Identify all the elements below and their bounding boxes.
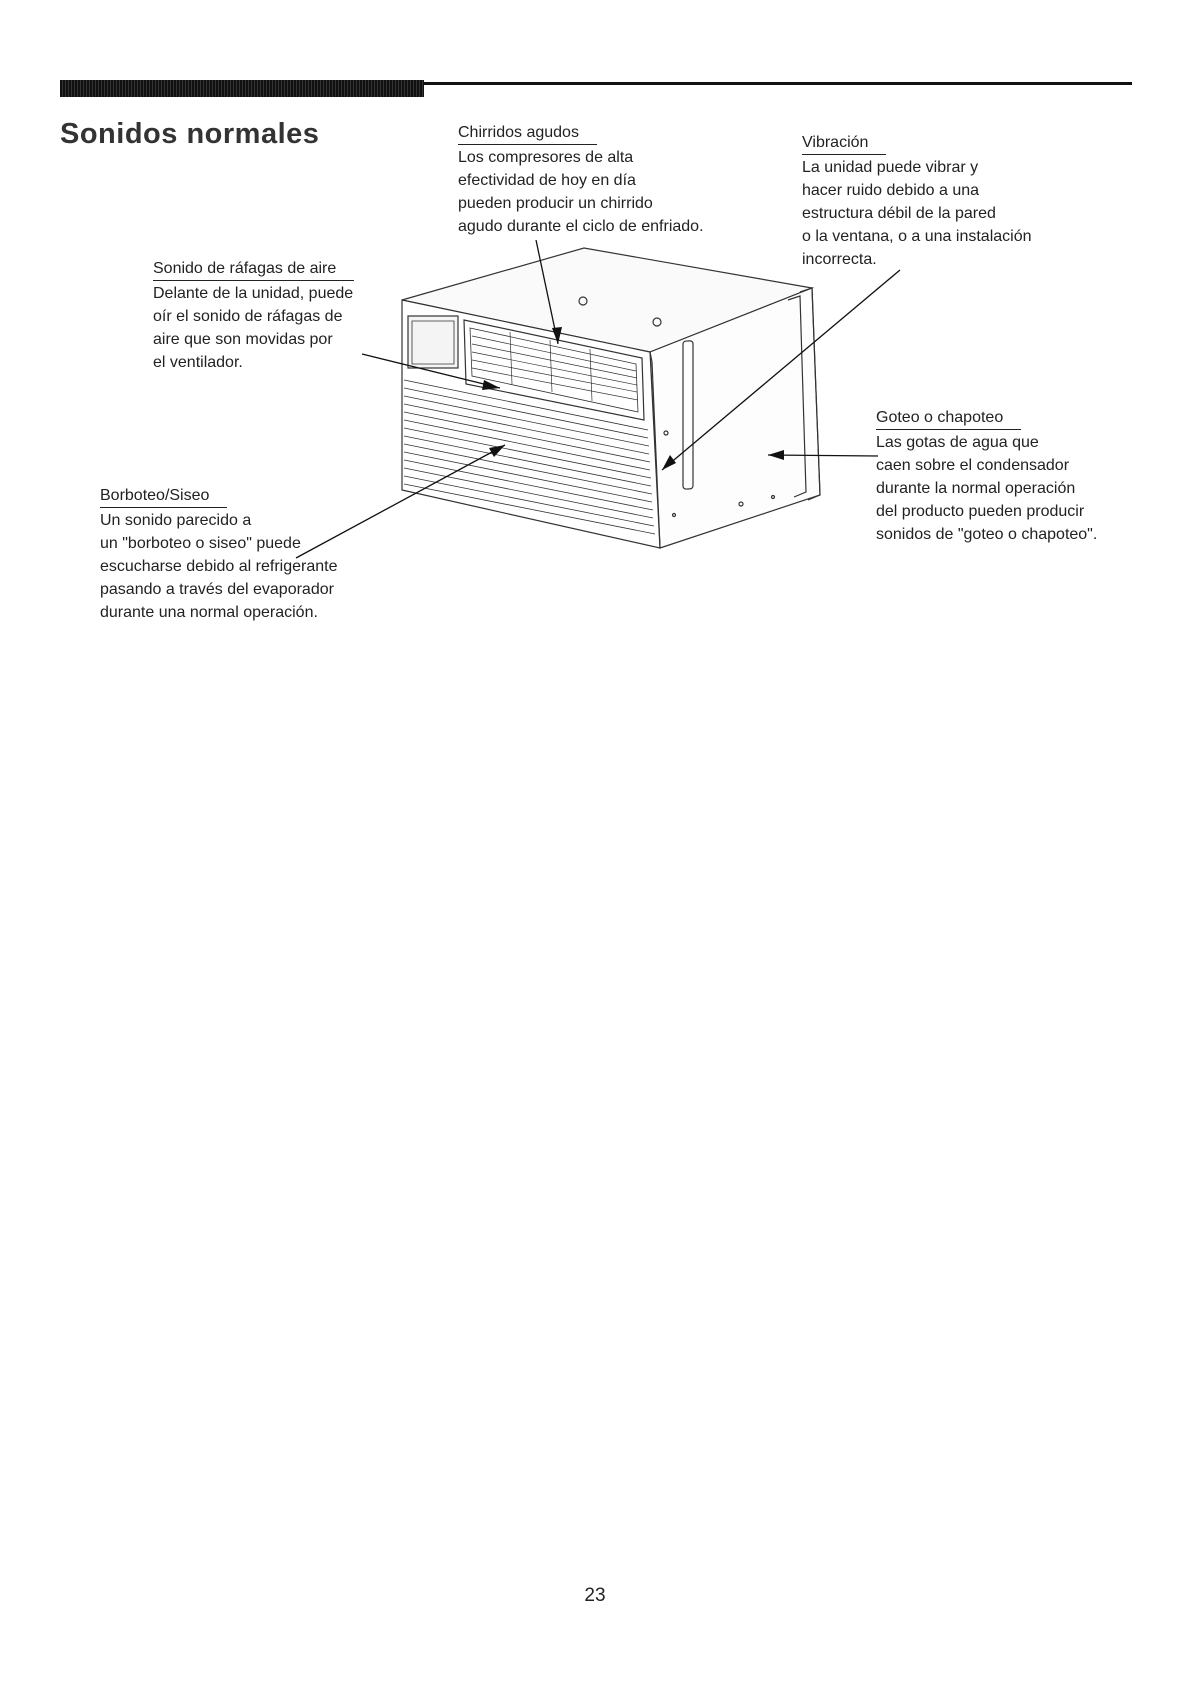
note-goteo-chapoteo bbox=[876, 406, 1136, 546]
note-title: Chirridos agudos bbox=[458, 121, 597, 145]
note-body: La unidad puede vibrar y hacer ruido debido a una estructura débil de la pared o la ventana, o a una instalación incorrecta. bbox=[802, 159, 1032, 268]
note-body: Las gotas de agua que caen sobre el condensador durante la normal operación del producto pueden producir sonidos de "goteo o chapoteo". bbox=[876, 434, 1098, 543]
note-title: Goteo o chapoteo bbox=[876, 406, 1021, 430]
note-sonido-rafagas bbox=[153, 257, 383, 374]
note-title: Borboteo/Siseo bbox=[100, 484, 227, 508]
note-vibracion bbox=[802, 131, 1102, 271]
note-title: Sonido de ráfagas de aire bbox=[153, 257, 354, 281]
page-title: Sonidos normales bbox=[60, 118, 320, 150]
page-number: 23 bbox=[584, 1585, 606, 1606]
note-body: Un sonido parecido a un "borboteo o siseo" puede escucharse debido al refrigerante pasando a través del evaporador durante una normal operación. bbox=[100, 512, 338, 621]
air-conditioner-icon bbox=[402, 248, 820, 548]
note-chirridos-agudos bbox=[458, 121, 758, 238]
note-title: Vibración bbox=[802, 131, 886, 155]
note-body: Los compresores de alta efectividad de hoy en día pueden producir un chirrido agudo durante el ciclo de enfriado. bbox=[458, 149, 704, 235]
note-borboteo-siseo bbox=[100, 484, 380, 624]
note-body: Delante de la unidad, puede oír el sonido de ráfagas de aire que son movidas por el ventilador. bbox=[153, 285, 354, 371]
